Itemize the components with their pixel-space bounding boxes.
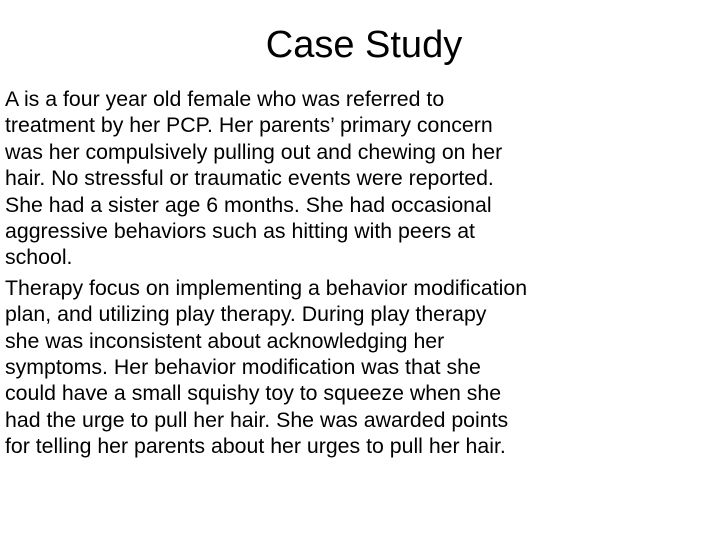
- therapy-description-paragraph: [5, 275, 721, 460]
- text-line: A is a four year old female who was referred to: [5, 87, 445, 111]
- text-line: for telling her parents about her urges to pull her hair.: [5, 434, 506, 459]
- text-line: aggressive behaviors such as hitting with peers at: [5, 219, 475, 244]
- text-line: She had a sister age 6 months. She had occasional: [5, 192, 492, 217]
- text-line: could have a small squishy toy to squeeze when she: [5, 381, 502, 406]
- text-line: treatment by her PCP. Her parents’ primary concern: [5, 113, 493, 138]
- case-description-paragraph: [5, 86, 721, 271]
- text-line: symptoms. Her behavior modification was that she: [5, 355, 481, 380]
- text-line: hair. No stressful or traumatic events were reported.: [5, 166, 494, 191]
- text-line: she was inconsistent about acknowledging her: [5, 328, 445, 353]
- text-line: Therapy focus on implementing a behavior modification: [5, 275, 528, 300]
- text-line: school.: [5, 245, 73, 270]
- text-line: plan, and utilizing play therapy. During play therapy: [5, 302, 487, 327]
- text-line: was her compulsively pulling out and chewing on her: [5, 139, 503, 164]
- slide-body: [5, 86, 721, 464]
- text-line: had the urge to pull her hair. She was awarded points: [5, 407, 509, 432]
- slide-title: Case Study: [265, 24, 463, 66]
